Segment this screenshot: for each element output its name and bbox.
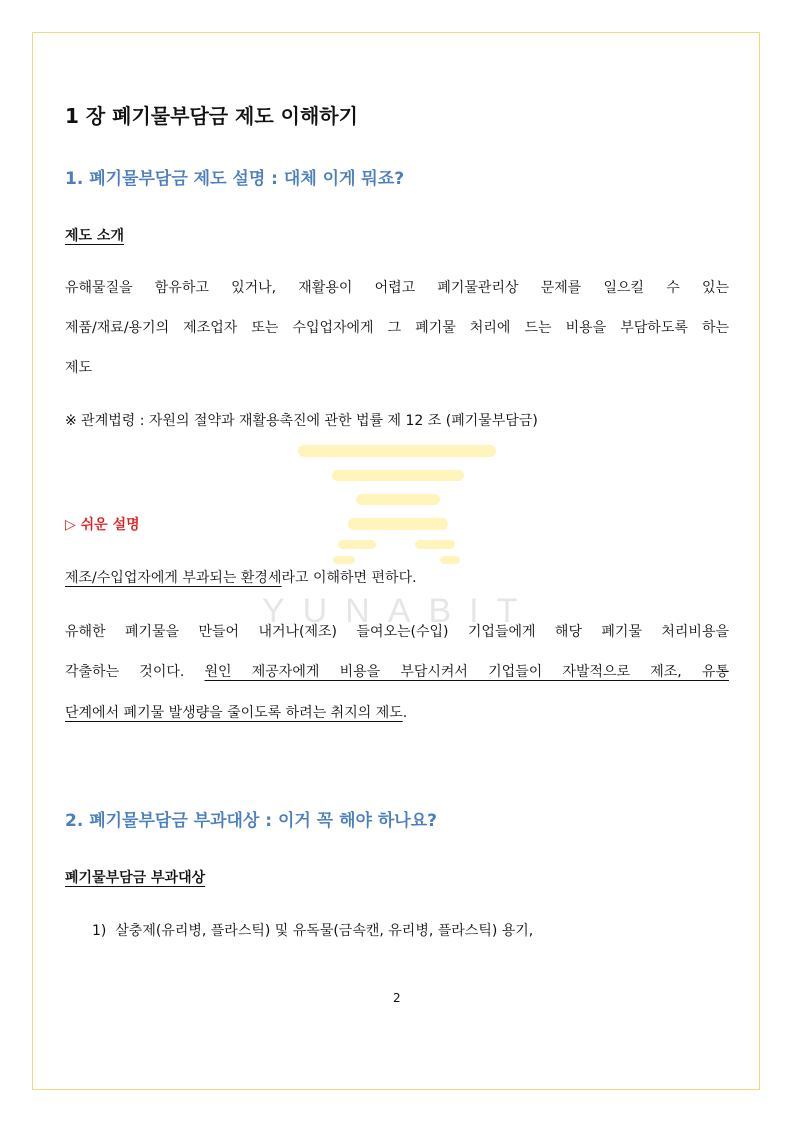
detail-line-emphasis: 단계에서 폐기물 발생량을 줄이도록 하려는 취지의 제도 [65,705,403,721]
detail-line-end: . [402,705,408,721]
detail-line-emphasis: 원인 제공자에게 비용을 부담시켜서 기업들이 자발적으로 제조, 유통 [204,664,729,680]
section1-subheading: 제도 소개 [65,228,124,244]
section2-heading: 2. 폐기물부담금 부과대상 : 이거 꼭 해야 하나요? [65,811,437,831]
section2-subheading: 폐기물부담금 부과대상 [65,870,206,886]
list-item [92,924,533,938]
easy-explanation-heading: ▷ 쉬운 설명 [65,517,140,533]
list-text: 살충제(유리병, 플라스틱) 및 유독물(금속캔, 유리병, 플라스틱) 용기, [115,923,534,939]
law-note: ※ 관계법령 : 자원의 절약과 재활용촉진에 관한 법률 제 12 조 (폐기물부담금) [65,413,538,429]
list-marker: 1) [92,923,107,939]
detail-line: 유해한 폐기물을 만들어 내거나(제조) 들여오는(수입) 기업들에게 해당 폐기물 처리비용을 [65,624,729,640]
page-number: 2 [393,991,401,1005]
easy-line [65,571,729,585]
section1-heading: 1. 폐기물부담금 제도 설명 : 대체 이게 뭐죠? [65,169,405,189]
easy-line-emphasis: 제조/수입업자에게 부과되는 환경세 [65,570,282,586]
watermark-text: YUNABIT [262,592,536,630]
chapter-title: 1 장 폐기물부담금 제도 이해하기 [65,104,358,128]
easy-line-rest: 라고 이해하면 편하다. [281,570,417,586]
detail-line-plain: 각출하는 것이다. [65,664,205,680]
para-line: 제품/재료/용기의 제조업자 또는 수입업자에게 그 폐기물 처리에 드는 비용을 부담하도록 하는 [65,320,729,336]
detail-line [65,665,729,679]
para-line: 유해물질을 함유하고 있거나, 재활용이 어렵고 폐기물관리상 문제를 일으킬 수 있는 [65,280,729,296]
para-line: 제도 [65,360,93,376]
detail-line [65,706,729,720]
